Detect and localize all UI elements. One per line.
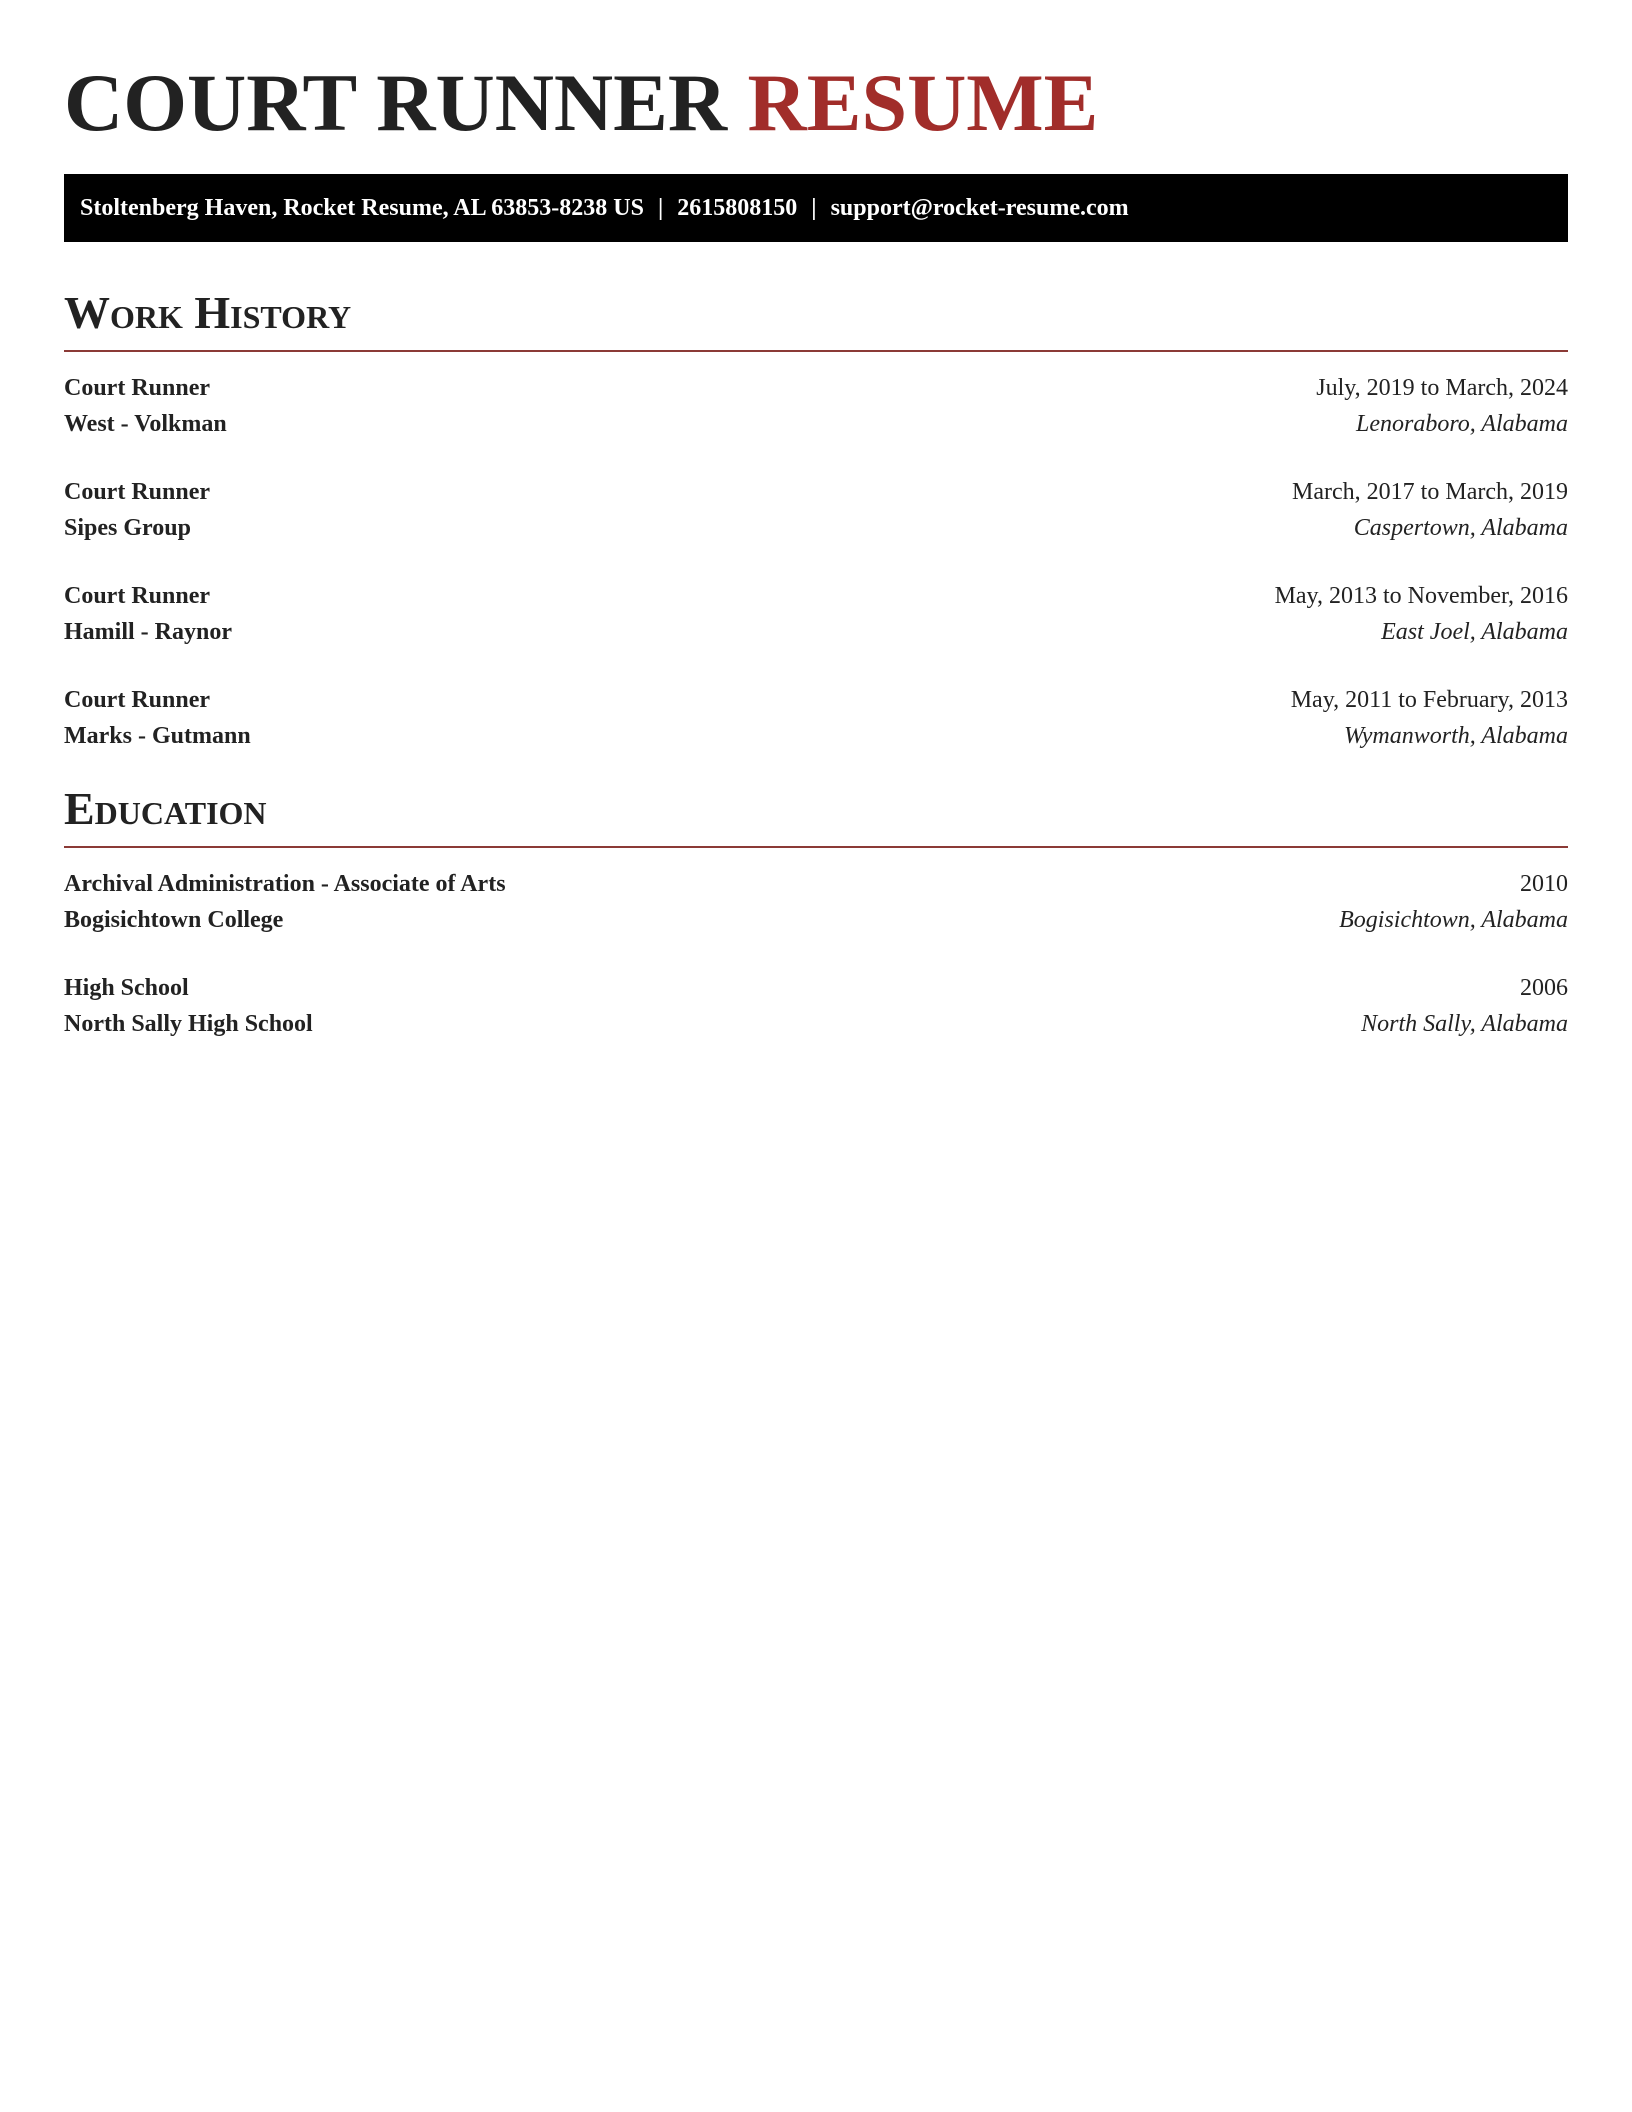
job-location: Wymanworth, Alabama: [1343, 723, 1568, 749]
resume-title: [64, 0, 1568, 146]
job-dates: May, 2013 to November, 2016: [1274, 583, 1568, 609]
school-location: Bogisichtown, Alabama: [1339, 907, 1568, 933]
work-entry: [64, 682, 1568, 754]
work-entry: [64, 474, 1568, 546]
work-history-list: [64, 370, 1568, 754]
contact-bar: [64, 174, 1568, 242]
degree: High School: [64, 975, 189, 1001]
graduation-year: 2006: [1520, 975, 1568, 1001]
school-location: North Sally, Alabama: [1361, 1011, 1568, 1037]
job-location: East Joel, Alabama: [1381, 619, 1568, 645]
job-title: Court Runner: [64, 583, 211, 609]
education-list: [64, 866, 1568, 1042]
contact-address: Stoltenberg Haven, Rocket Resume, AL 63853-8238 US: [80, 195, 644, 221]
work-entry: [64, 578, 1568, 650]
title-accent: RESUME: [747, 57, 1099, 148]
education-entry: [64, 970, 1568, 1042]
job-dates: July, 2019 to March, 2024: [1316, 375, 1568, 401]
contact-separator: |: [811, 195, 817, 221]
job-company: West - Volkman: [64, 411, 227, 437]
education-heading: Education: [64, 782, 1568, 848]
job-location: Lenoraboro, Alabama: [1355, 411, 1568, 437]
school-name: Bogisichtown College: [64, 907, 284, 933]
job-company: Marks - Gutmann: [64, 723, 251, 749]
job-dates: March, 2017 to March, 2019: [1292, 479, 1568, 505]
graduation-year: 2010: [1520, 871, 1568, 897]
work-history-heading: Work History: [64, 286, 1568, 352]
job-company: Hamill - Raynor: [64, 619, 232, 645]
job-dates: May, 2011 to February, 2013: [1290, 687, 1568, 713]
education-entry: [64, 866, 1568, 938]
contact-phone: 2615808150: [677, 195, 798, 221]
contact-email: support@rocket-resume.com: [830, 195, 1129, 221]
job-title: Court Runner: [64, 479, 211, 505]
contact-separator: |: [657, 195, 664, 221]
degree: Archival Administration - Associate of Arts: [64, 871, 506, 897]
job-title: Court Runner: [64, 375, 211, 401]
job-title: Court Runner: [64, 687, 211, 713]
job-location: Caspertown, Alabama: [1353, 515, 1568, 541]
job-company: Sipes Group: [64, 515, 191, 541]
school-name: North Sally High School: [64, 1011, 313, 1037]
work-entry: [64, 370, 1568, 442]
title-main: COURT RUNNER: [64, 57, 728, 148]
